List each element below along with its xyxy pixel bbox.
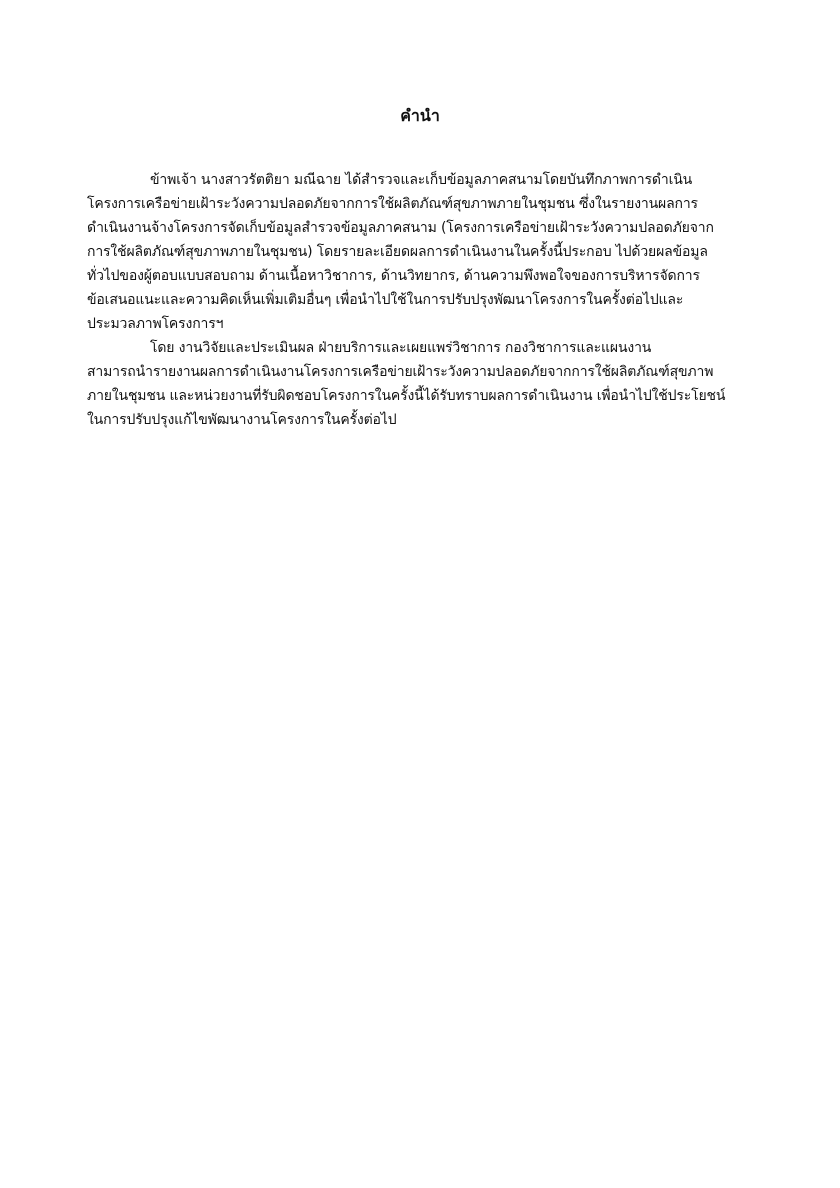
paragraph-1-line-4: การใช้ผลิตภัณฑ์สุขภาพภายในชุมชน) โดยรายละเอียดผลการดำเนินงานในครั้งนี้ประกอบ ไปด้วยผลข้อมูล: [87, 244, 708, 260]
paragraph-2-line-2: สามารถนำรายงานผลการดำเนินงานโครงการเครือข่ายเฝ้าระวังความปลอดภัยจากการใช้ผลิตภัณฑ์สุขภาพ: [87, 364, 714, 380]
paragraph-1-line-6: ข้อเสนอแนะและความคิดเห็นเพิ่มเติมอื่นๆ เพื่อนำไปใช้ในการปรับปรุงพัฒนาโครงการในครั้งต่อไปและ: [87, 292, 684, 308]
paragraph-1-line-5: ทั่วไปของผู้ตอบแบบสอบถาม ด้านเนื้อหาวิชาการ, ด้านวิทยากร, ด้านความพึงพอใจของการบริหารจัดการ: [87, 268, 700, 284]
paragraph-2-line-3: ภายในชุมชน และหน่วยงานที่รับผิดชอบโครงการในครั้งนี้ได้รับทราบผลการดำเนินงาน เพื่อนำไปใช้ประโยชน์: [87, 388, 726, 404]
page-title: คำนำ: [400, 106, 440, 125]
paragraph-1-line-1: ข้าพเจ้า นางสาวรัตติยา มณีฉาย ได้สำรวจและเก็บข้อมูลภาคสนามโดยบันทึกภาพการดำเนิน: [150, 172, 693, 188]
paragraph-2-line-4: ในการปรับปรุงแก้ไขพัฒนางานโครงการในครั้งต่อไป: [87, 412, 397, 428]
paragraph-1-line-2: โครงการเครือข่ายเฝ้าระวังความปลอดภัยจากการใช้ผลิตภัณฑ์สุขภาพภายในชุมชน ซึ่งในรายงานผลการ: [87, 196, 698, 212]
paragraph-1-line-7: ประมวลภาพโครงการฯ: [87, 316, 224, 332]
paragraph-1-line-3: ดำเนินงานจ้างโครงการจัดเก็บข้อมูลสำรวจข้อมูลภาคสนาม (โครงการเครือข่ายเฝ้าระวังความปลอดภัยจาก: [87, 220, 714, 236]
paragraph-2-line-1: โดย งานวิจัยและประเมินผล ฝ่ายบริการและเผยแพร่วิชาการ กองวิชาการและแผนงาน: [150, 340, 652, 356]
